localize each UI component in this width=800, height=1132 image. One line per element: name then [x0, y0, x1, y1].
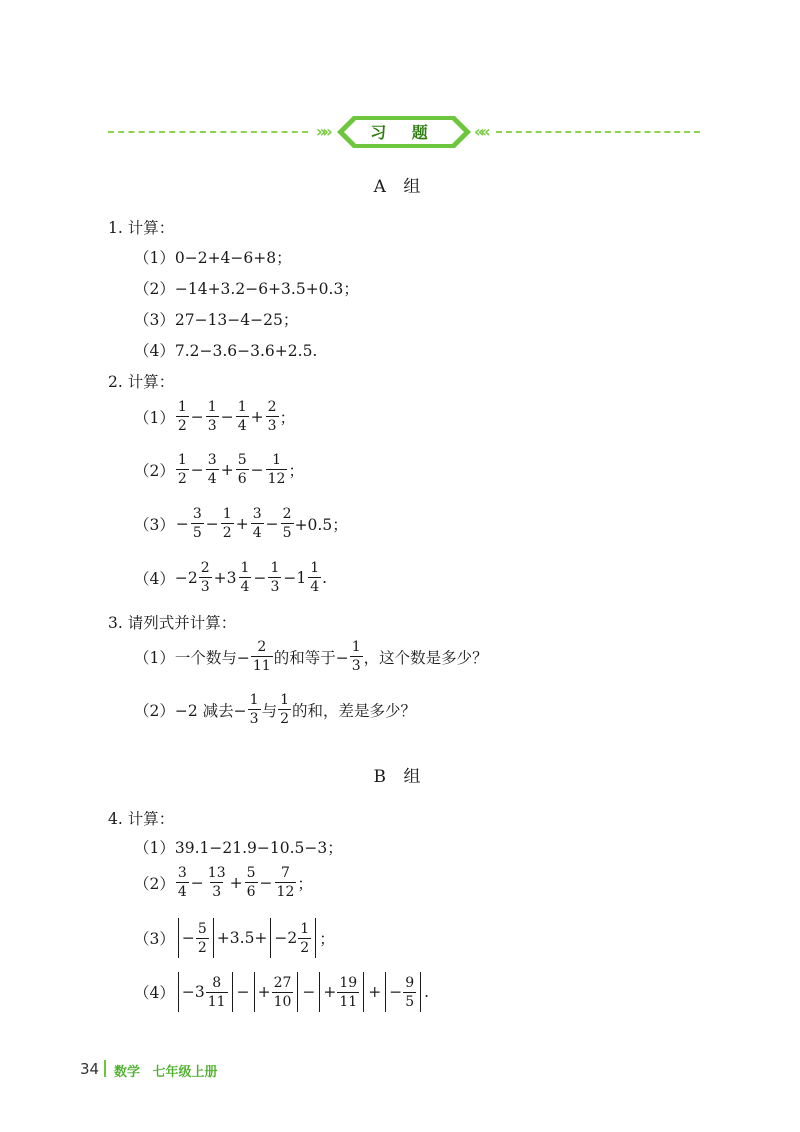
text-segment: 与 — [261, 701, 278, 720]
problem-1-item-2: （2）−14+3.2−6+3.5+0.3； — [134, 280, 359, 298]
absolute-value-bar — [178, 972, 179, 1012]
operator: − — [236, 983, 250, 1001]
sign: + — [323, 983, 337, 1001]
fraction: $\frac{3}{4}$ — [177, 865, 187, 900]
sign: − — [181, 929, 195, 947]
operator: − — [190, 460, 204, 479]
absolute-value-bar — [420, 972, 421, 1012]
absolute-value-bar — [213, 918, 214, 958]
operator: −1 — [283, 568, 307, 587]
operator: + — [229, 873, 243, 892]
header-left-dashed-line — [108, 131, 308, 133]
text-segment: 的和，差是多少？ — [292, 701, 417, 720]
fraction: $\frac{1}{3}$ — [249, 692, 259, 727]
problem-4-item-4 — [134, 972, 429, 1012]
fraction: $\frac{1}{2}$ — [280, 692, 289, 727]
absolute-value-bar — [178, 918, 179, 958]
fraction: $\frac{3}{4}$ — [207, 452, 217, 487]
item-tag: （2） — [134, 874, 175, 893]
item-tag: （4） — [134, 569, 175, 588]
book-title: 数学 七年级上册 — [114, 1065, 218, 1080]
fraction: $\frac{13}{3}$ — [207, 865, 226, 900]
item-tag: （3） — [134, 515, 175, 534]
group-a-heading: A 组 — [373, 177, 427, 197]
operator: − — [265, 514, 279, 533]
problem-4-item-3 — [134, 918, 335, 958]
punctuation: ； — [288, 461, 304, 480]
fraction: $\frac{1}{4}$ — [237, 399, 247, 434]
fraction: $\frac{5}{2}$ — [197, 920, 207, 956]
problem-4-item-1: （1）39.1−21.9−10.5−3； — [134, 839, 343, 857]
fraction: $\frac{8}{11}$ — [207, 974, 226, 1010]
absolute-value-bar — [385, 972, 386, 1012]
text-segment: ，这个数是多少？ — [363, 648, 488, 667]
fraction: $\frac{5}{6}$ — [246, 865, 256, 900]
fraction: $\frac{19}{11}$ — [339, 974, 358, 1010]
expression-tail: +0.5； — [294, 515, 348, 534]
fraction: $\frac{5}{6}$ — [237, 452, 247, 487]
item-tag: （1） — [134, 648, 175, 667]
fraction: $\frac{1}{2}$ — [177, 399, 187, 434]
problem-1-item-1: （1）0−2+4−6+8； — [134, 249, 292, 267]
problem-4-label: 4. 计算： — [108, 810, 175, 828]
text-segment: −2 减去− — [174, 701, 247, 720]
fraction: $\frac{1}{2}$ — [222, 506, 232, 541]
punctuation: . — [424, 983, 430, 1001]
punctuation: ； — [297, 874, 313, 893]
sign: − — [389, 983, 403, 1001]
sign: + — [257, 983, 271, 1001]
page-number: 34 — [80, 1060, 100, 1078]
absolute-value-bar — [270, 918, 271, 958]
operator: + — [368, 983, 382, 1001]
absolute-value-bar — [363, 972, 364, 1012]
fraction: $\frac{1}{12}$ — [267, 452, 286, 487]
whole-number: −2 — [274, 929, 298, 947]
fraction: $\frac{1}{4}$ — [240, 560, 250, 595]
whole-number: −3 — [181, 983, 205, 1001]
punctuation: ； — [279, 408, 296, 427]
fraction: $\frac{2}{11}$ — [252, 639, 271, 674]
fraction: $\frac{2}{3}$ — [267, 399, 277, 434]
text-segment: 一个数与− — [174, 648, 250, 667]
absolute-value-bar — [315, 918, 316, 958]
fraction: $\frac{1}{3}$ — [207, 399, 217, 434]
fraction: $\frac{9}{5}$ — [405, 974, 415, 1010]
operator: − — [190, 407, 204, 426]
fraction: $\frac{1}{2}$ — [177, 452, 187, 487]
operator: − — [190, 873, 204, 892]
fraction: $\frac{27}{10}$ — [273, 974, 292, 1010]
footer-divider — [104, 1060, 106, 1077]
operator: + — [250, 407, 264, 426]
page-title: 习 题 — [370, 123, 438, 142]
operator: +3.5+ — [216, 929, 268, 947]
problem-1-item-4: （4）7.2−3.6−3.6+2.5. — [134, 342, 318, 360]
operator: + — [220, 460, 234, 479]
absolute-value-bar — [297, 972, 298, 1012]
item-tag: （2） — [134, 461, 175, 480]
absolute-value-bar — [232, 972, 233, 1012]
operator: − — [205, 514, 219, 533]
header-right-dashed-line — [496, 131, 700, 133]
item-tag: （2） — [134, 701, 175, 720]
operator: − — [220, 407, 234, 426]
fraction: $\frac{2}{5}$ — [282, 506, 292, 541]
problem-2-label: 2. 计算： — [108, 373, 175, 391]
item-tag: （3） — [134, 930, 175, 948]
operator: − — [302, 983, 316, 1001]
fraction: $\frac{1}{2}$ — [300, 920, 310, 956]
whole-number: −2 — [174, 568, 198, 587]
operator: − — [253, 568, 267, 587]
chevron-left-icon: «« — [474, 122, 487, 141]
operator: − — [259, 873, 273, 892]
fraction: $\frac{1}{3}$ — [351, 639, 361, 674]
problem-3-label: 3. 请列式并计算： — [108, 614, 237, 632]
operator: + — [235, 514, 249, 533]
operator: − — [175, 514, 189, 533]
problem-4-item-2 — [134, 866, 313, 899]
problem-1-label: 1. 计算： — [108, 219, 175, 237]
fraction: $\frac{1}{3}$ — [270, 560, 280, 595]
fraction: $\frac{3}{4}$ — [252, 506, 262, 541]
item-tag: （4） — [134, 984, 175, 1002]
fraction: $\frac{3}{5}$ — [192, 506, 202, 541]
text-segment: 的和等于− — [273, 648, 349, 667]
item-tag: （1） — [134, 408, 175, 427]
group-b-heading: B 组 — [373, 767, 427, 787]
fraction: $\frac{1}{4}$ — [310, 560, 320, 595]
problem-2-item-3 — [134, 507, 348, 540]
chevron-right-icon: »» — [316, 122, 329, 141]
operator: +3 — [213, 568, 237, 587]
fraction: $\frac{7}{12}$ — [276, 865, 295, 900]
operator: − — [250, 460, 264, 479]
problem-2-item-2 — [134, 453, 304, 486]
fraction: $\frac{2}{3}$ — [200, 560, 210, 595]
absolute-value-bar — [319, 972, 320, 1012]
punctuation: ； — [319, 930, 335, 948]
absolute-value-bar — [254, 972, 255, 1012]
punctuation: . — [322, 568, 328, 587]
problem-3-item-2 — [134, 693, 416, 726]
problem-3-item-1 — [134, 640, 488, 673]
problem-2-item-1 — [134, 400, 295, 433]
problem-1-item-3: （3）27−13−4−25； — [134, 311, 299, 329]
problem-2-item-4 — [134, 561, 327, 594]
